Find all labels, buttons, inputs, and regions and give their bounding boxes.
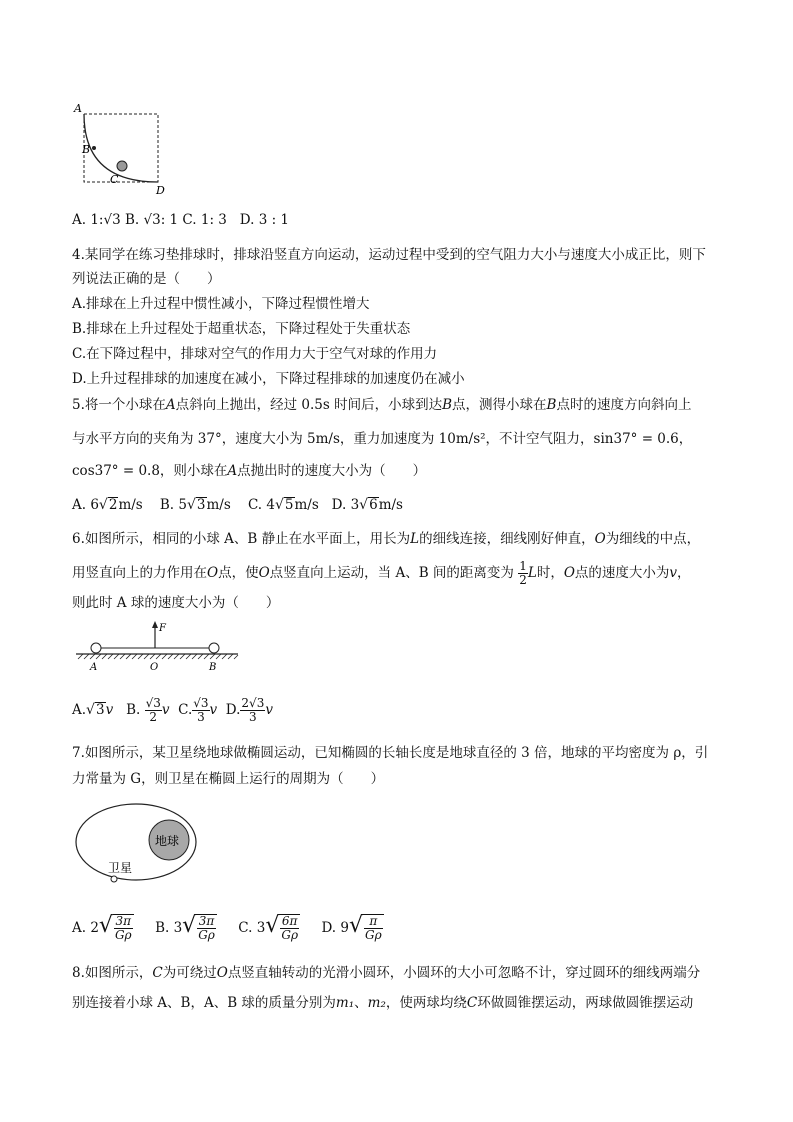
q5-option-d: D. 3√6m/s (331, 497, 403, 513)
q6-options (72, 692, 273, 728)
q3-opt-d-value: 3 : 1 (258, 212, 290, 228)
floor-hatching (78, 654, 238, 659)
label-f: F (159, 623, 166, 634)
q7-stem-line2: 力常量为 G，则卫星在椭圆上运行的周期为（ ） (72, 771, 385, 787)
label-o: O (150, 662, 159, 673)
q3-opt-c-value: 1: 3 (200, 212, 227, 228)
q4-option-c: C.在下降过程中，排球对空气的作用力大于空气对球的作用力 (72, 346, 438, 362)
label-a: A (74, 102, 82, 115)
q5-options (72, 496, 403, 514)
ball-b (209, 643, 219, 653)
q5-stem-line1: 5.将一个小球在A点斜向上抛出，经过 0.5s 时间后，小球到达B点，测得小球在B点时的速度方向斜向上 (72, 397, 692, 413)
q3-opt-b-root: √3 (143, 212, 161, 228)
label-b: B (82, 143, 91, 156)
q8-stem-line2: 别连接着小球 A、B，A、B 球的质量分别为m₁、m₂，使两球均绕C环做圆锥摆运动，两球做圆锥摆运动 (72, 995, 694, 1011)
q7-stem-line1: 7.如图所示，某卫星绕地球做椭圆运动，已知椭圆的长轴长度是地球直径的 3 倍，地球的平均密度为 ρ，引 (72, 745, 709, 761)
q7-option-d: D. 9√ $\frac{\pi}{G\rho}$ (321, 913, 382, 942)
q6-option-a: A.√3v (72, 702, 114, 718)
q6-option-d: D. $\frac{2√3}{3}$ v (225, 696, 273, 724)
q6-stem-line2: 用竖直向上的力作用在O点，使O点竖直向上运动，当 A、B 间的距离变为 $\frac{1}{2}$ L时，O点的速度大小为v， (72, 559, 691, 587)
q6-option-c: C. $\frac{√3}{3}$ v (178, 696, 218, 724)
q7-option-a: A. 2√ $\frac{3\pi}{G\rho}$ (72, 913, 132, 942)
q6-stem-line3: 则此时 A 球的速度大小为（ ） (72, 595, 280, 611)
q7-option-b: B. 3√ $\frac{3\pi}{G\rho}$ (155, 913, 215, 942)
q5-option-b: B. 5√3m/s (159, 497, 231, 513)
q5-option-a: A. 6√2m/s (72, 497, 143, 513)
q3-opt-d-label: D. (239, 212, 255, 228)
q6-fraction-half: $\frac{1}{2}$ (519, 559, 527, 587)
q3-opt-a-value: 1: (90, 212, 104, 228)
q3-opt-a-label: A. (72, 212, 87, 228)
q4-option-d: D.上升过程排球的加速度在减小，下降过程排球的加速度仍在减小 (72, 371, 465, 387)
q4-option-a: A.排球在上升过程中惯性减小，下降过程惯性增大 (72, 296, 370, 312)
q5-stem-line2: 与水平方向的夹角为 37°，速度大小为 5m/s，重力加速度为 10m/s²，不计空气阻力，sin37° = 0.6， (72, 431, 693, 447)
q6-stem-line1: 6.如图所示，相同的小球 A、B 静止在水平面上，用长为L的细线连接，细线刚好伸直，O为细线的中点， (72, 531, 701, 547)
label-d: D (156, 184, 165, 197)
q3-opt-b-label: B. (124, 212, 140, 228)
q7-option-c: C. 3√ $\frac{6\pi}{G\rho}$ (238, 913, 298, 942)
q6-option-b: B. $\frac{√3}{2}$ v (126, 696, 170, 724)
label-b: B (209, 662, 217, 673)
orbit-figure (72, 800, 202, 888)
balls-on-floor-figure (72, 618, 242, 674)
q5-option-c: C. 4√5m/s (247, 497, 319, 513)
ball-a (91, 643, 101, 653)
satellite-label: 卫星 (108, 861, 133, 875)
q4-option-b: B.排球在上升过程处于超重状态，下降过程处于失重状态 (72, 321, 411, 337)
ball (117, 161, 127, 171)
earth-label: 地球 (155, 834, 180, 848)
force-arrow-head (152, 621, 158, 628)
q7-options (72, 908, 384, 944)
label-c: C (110, 173, 119, 186)
q4-stem-line1: 4.某同学在练习垫排球时，排球沿竖直方向运动，运动过程中受到的空气阻力大小与速度大小成正比，则下 (72, 247, 706, 263)
satellite-dot (111, 876, 117, 882)
q8-stem-line1: 8.如图所示，C为可绕过O点竖直轴转动的光滑小圆环，小圆环的大小可忽略不计，穿过圆环的细线两端分 (72, 965, 701, 981)
q5-stem-line3: cos37° = 0.8，则小球在A点抛出时的速度大小为（ ） (72, 463, 427, 479)
point-b-dot (92, 146, 96, 150)
q3-options (72, 211, 289, 229)
q4-stem-line2: 列说法正确的是（ ） (72, 271, 221, 287)
label-a: A (90, 662, 98, 673)
quarter-circle-figure (70, 100, 180, 200)
q3-opt-b-value: : 1 C. (160, 212, 197, 228)
q3-opt-a-root: √3 (103, 212, 121, 228)
